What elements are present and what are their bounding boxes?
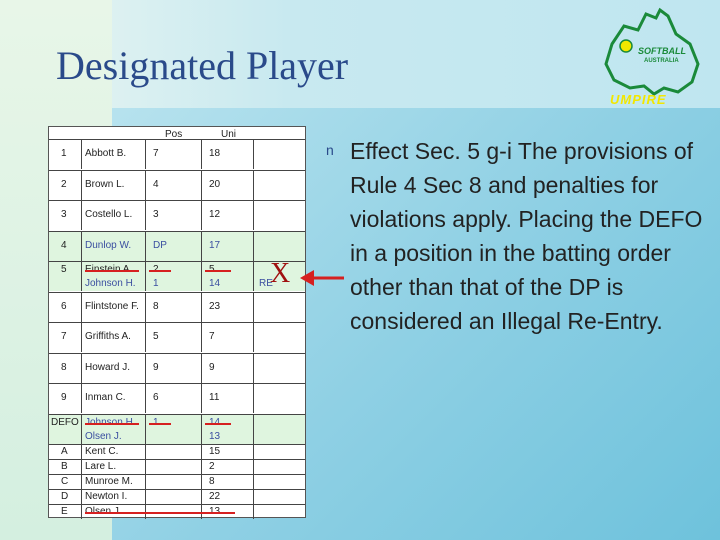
cell-divider: [201, 140, 202, 169]
sub-row: [49, 459, 305, 474]
cell-divider: [81, 475, 82, 489]
sub-letter: D: [61, 491, 69, 502]
sub-player-pos: 1: [153, 278, 159, 289]
strike-line: [85, 270, 139, 272]
strike-line: [149, 270, 171, 272]
player-pos: 4: [153, 178, 159, 190]
sub-player-name: Johnson H.: [85, 278, 136, 289]
left-arrow-icon: [300, 268, 344, 288]
sub-row: [49, 489, 305, 504]
sub-player-uni: 14: [209, 278, 221, 289]
cell-divider: [81, 293, 82, 322]
logo-text-top: SOFTBALL: [638, 46, 686, 56]
table-row: [49, 292, 305, 322]
cell-divider: [81, 460, 82, 474]
cell-divider: [145, 140, 146, 169]
x-mark: X: [270, 258, 291, 289]
cell-divider: [253, 505, 254, 519]
strike-line: [85, 423, 139, 425]
cell-divider: [253, 415, 254, 444]
cell-divider: [201, 460, 202, 474]
strike-line: [85, 512, 235, 514]
cell-divider: [253, 490, 254, 504]
header-uni: Uni: [221, 129, 237, 140]
sub-name: Newton I.: [85, 491, 128, 502]
cell-divider: [81, 415, 82, 444]
cell-divider: [145, 323, 146, 352]
cell-divider: [145, 171, 146, 200]
cell-divider: [81, 201, 82, 230]
cell-divider: [201, 445, 202, 459]
cell-divider: [145, 293, 146, 322]
cell-divider: [145, 384, 146, 413]
cell-divider: [201, 490, 202, 504]
sub-name: Kent C.: [85, 446, 119, 457]
cell-divider: [253, 460, 254, 474]
row-number: 4: [61, 239, 67, 251]
player-uni: 20: [209, 178, 221, 190]
player-name: Costello L.: [85, 209, 133, 220]
table-row: [49, 231, 305, 261]
slide-title: Designated Player: [56, 43, 349, 88]
table-row: [49, 383, 305, 413]
bullet-icon: n: [326, 142, 334, 158]
player-pos: 5: [153, 331, 159, 342]
player-name: Flintstone F.: [85, 300, 139, 312]
cell-divider: [145, 490, 146, 504]
sub-letter: A: [61, 446, 68, 457]
player-pos: 7: [153, 148, 159, 159]
player-uni: 18: [209, 148, 221, 159]
cell-divider: [201, 323, 202, 352]
cell-divider: [253, 201, 254, 230]
cell-divider: [253, 140, 254, 169]
cell-divider: [81, 354, 82, 383]
row-number: 2: [61, 178, 67, 190]
strike-line: [149, 423, 171, 425]
sub-row: [49, 444, 305, 459]
cell-divider: [145, 415, 146, 444]
cell-divider: [81, 323, 82, 352]
sub-uni: 15: [209, 446, 221, 457]
player-name: Dunlop W.: [85, 239, 132, 251]
cell-divider: [201, 384, 202, 413]
cell-divider: [253, 354, 254, 383]
logo-text-bottom: AUSTRALIA: [644, 58, 679, 64]
player-uni: 17: [209, 239, 221, 251]
player-pos: 3: [153, 209, 159, 220]
strike-line: [205, 270, 231, 272]
row-number: 5: [61, 264, 67, 275]
player-pos: DP: [153, 239, 167, 251]
cell-divider: [81, 232, 82, 261]
player-uni: 23: [209, 300, 221, 312]
player-uni: 11: [209, 392, 220, 403]
cell-divider: [253, 171, 254, 200]
sub-letter: E: [61, 506, 68, 517]
table-row: [49, 322, 305, 352]
cell-divider: [253, 293, 254, 322]
row-number: 7: [61, 331, 67, 342]
cell-divider: [253, 232, 254, 261]
cell-divider: [201, 475, 202, 489]
cell-divider: [81, 445, 82, 459]
sub-letter: C: [61, 476, 69, 487]
sub-letter: B: [61, 461, 68, 472]
row-number: 6: [61, 300, 67, 312]
cell-divider: [81, 171, 82, 200]
defo-sub-uni: 13: [209, 430, 221, 442]
lineup-sheet: [48, 126, 306, 518]
sub-row: [49, 504, 305, 519]
sub-uni: 8: [209, 476, 215, 487]
cell-divider: [253, 445, 254, 459]
cell-divider: [201, 354, 202, 383]
row-number: 9: [61, 392, 67, 403]
row-number: 1: [61, 148, 67, 159]
table-row: [49, 139, 305, 169]
row-number: 8: [61, 361, 67, 373]
header-pos: Pos: [165, 129, 183, 140]
cell-divider: [253, 384, 254, 413]
cell-divider: [81, 490, 82, 504]
player-name: Griffiths A.: [85, 331, 131, 342]
cell-divider: [145, 445, 146, 459]
player-pos: 8: [153, 300, 159, 312]
player-name: Brown L.: [85, 178, 125, 190]
cell-divider: [145, 475, 146, 489]
cell-divider: [201, 262, 202, 291]
table-row: [49, 170, 305, 200]
player-name: Howard J.: [85, 361, 131, 373]
body-text: Effect Sec. 5 g-i The provisions of Rule 4 Sec 8 and penalties for violations apply. Placing the DEFO in a position in the batting order other than that of the DP is considered an Illegal Re-Entry.: [350, 138, 703, 334]
cell-divider: [81, 384, 82, 413]
sub-name: Lare L.: [85, 461, 117, 472]
cell-divider: [81, 262, 82, 291]
reentry-note: RE: [259, 278, 273, 289]
defo-sub-name: Olsen J.: [85, 430, 122, 442]
sub-row: [49, 474, 305, 489]
table-row: [49, 261, 305, 291]
player-pos: 9: [153, 361, 159, 373]
cell-divider: [201, 415, 202, 444]
sub-uni: 22: [209, 491, 221, 502]
sub-name: Munroe M.: [85, 476, 133, 487]
table-row: [49, 200, 305, 230]
cell-divider: [145, 201, 146, 230]
player-uni: 7: [209, 331, 215, 342]
player-uni: 9: [209, 361, 215, 373]
cell-divider: [145, 354, 146, 383]
defo-row: [49, 414, 305, 444]
cell-divider: [253, 475, 254, 489]
cell-divider: [81, 505, 82, 519]
cell-divider: [81, 140, 82, 169]
strike-line: [205, 423, 231, 425]
player-name: Abbott B.: [85, 148, 127, 159]
player-pos: 6: [153, 392, 159, 403]
sub-uni: 2: [209, 461, 215, 472]
cell-divider: [201, 293, 202, 322]
cell-divider: [201, 171, 202, 200]
cell-divider: [145, 232, 146, 261]
cell-divider: [201, 232, 202, 261]
umpire-badge: UMPIRE: [610, 92, 667, 107]
player-uni: 12: [209, 209, 221, 220]
cell-divider: [253, 323, 254, 352]
table-row: [49, 353, 305, 383]
defo-label: DEFO: [51, 416, 79, 428]
cell-divider: [201, 201, 202, 230]
player-name: Inman C.: [85, 392, 126, 403]
row-number: 3: [61, 209, 67, 220]
cell-divider: [253, 262, 254, 291]
cell-divider: [145, 460, 146, 474]
cell-divider: [145, 262, 146, 291]
